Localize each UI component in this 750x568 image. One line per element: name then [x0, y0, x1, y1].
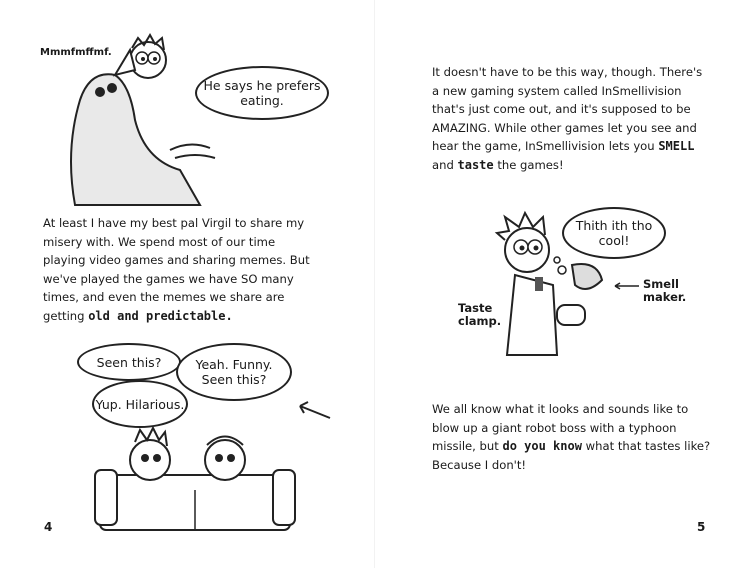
right-page	[375, 0, 750, 568]
body-paragraph	[43, 214, 318, 326]
speech-bubble: He says he prefers eating.	[195, 66, 329, 120]
taste-emphasis: taste	[457, 157, 494, 172]
paragraph-text: At least I have my best pal Virgil to share my misery with. We spend most of our time playing video games and sharing memes. But we've played the games we have SO many times, and even the memes we share are getting	[43, 216, 310, 323]
taste-clamp-label: Taste clamp.	[458, 301, 502, 328]
label-arrow-icon	[613, 282, 641, 290]
and-text: and	[432, 157, 454, 172]
speech-bubble-seen-this: Seen this?	[77, 343, 181, 381]
closing-end-text: what that tastes like? Because I don't!	[432, 439, 711, 472]
page-number: 5	[697, 520, 706, 534]
couch-drawing	[95, 430, 295, 540]
closing-text: We all know what it looks and sounds like to blow up a giant robot boss with a typhoon missile, but	[432, 402, 689, 454]
smell-emphasis: SMELL	[658, 139, 695, 154]
closing-paragraph	[432, 400, 712, 474]
closing-emphasis: do you know	[502, 439, 582, 454]
emphasis-text: old and predictable.	[88, 308, 233, 323]
muffled-label: Mmmfmffmf.	[40, 47, 112, 58]
speech-bubble-cool: Thith ith tho cool!	[562, 207, 666, 259]
intro-paragraph	[432, 63, 712, 175]
page-number: 4	[44, 520, 53, 534]
arrow-icon	[296, 400, 332, 424]
speech-bubble-funny: Yeah. Funny. Seen this?	[176, 343, 292, 401]
smell-maker-label: Smell maker.	[643, 277, 687, 304]
intro-end-text: the games!	[497, 157, 564, 172]
speech-bubble-hilarious: Yup. Hilarious.	[92, 380, 188, 428]
intro-text: It doesn't have to be this way, though. There's a new gaming system called InSmellivision that's just come out, and it's supposed to be AMAZING. While other games let you see and hear the game, InSmellivision lets you	[432, 65, 703, 154]
